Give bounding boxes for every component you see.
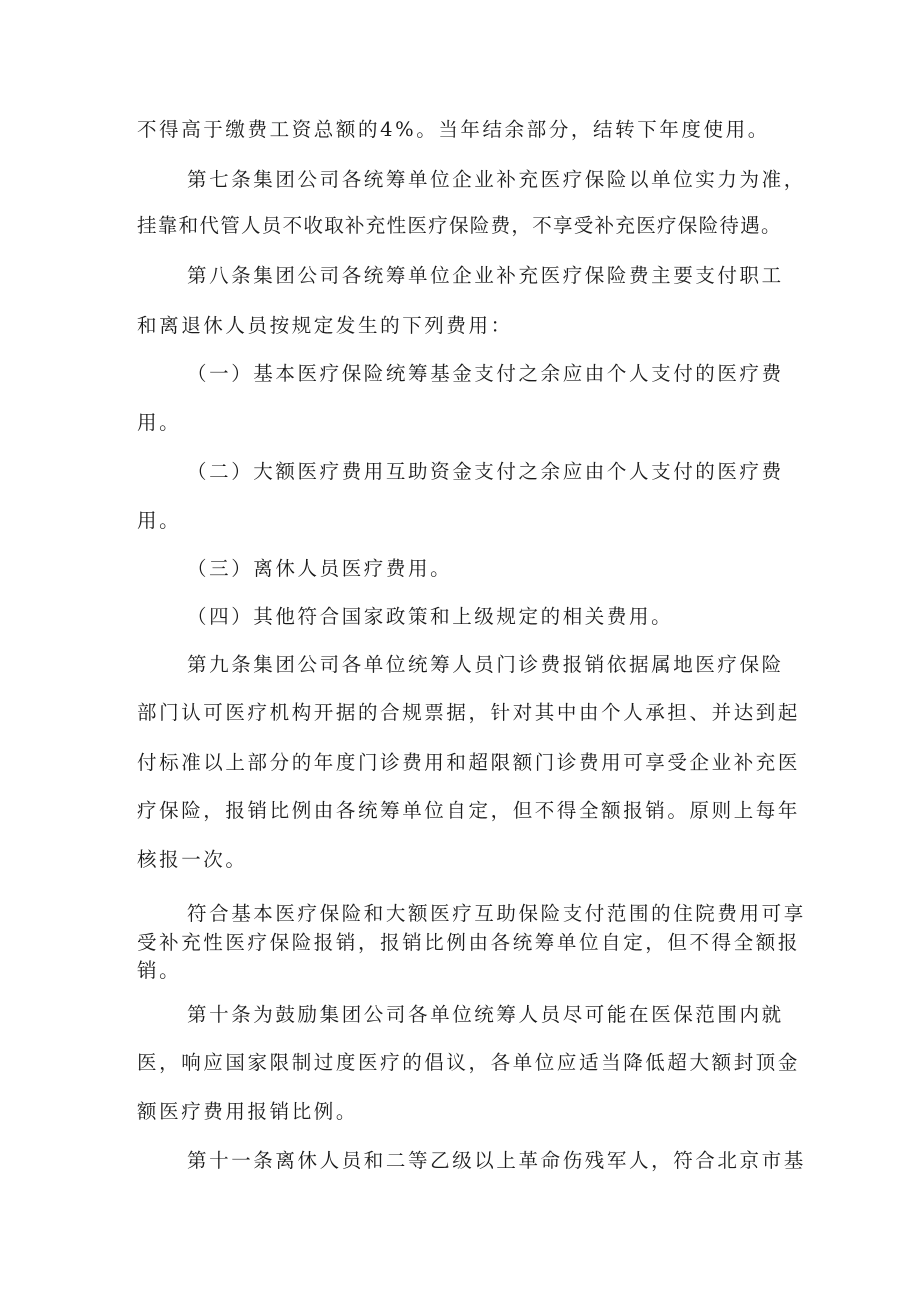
list-item-line: 用。 (137, 411, 182, 434)
paragraph-line: 付标准以上部分的年度门诊费用和超限额门诊费用可享受企业补充医 (137, 751, 801, 774)
paragraph-line: 医，响应国家限制过度医疗的倡议，各单位应适当降低超大额封顶金 (137, 1051, 801, 1074)
list-item-line: （四）其他符合国家政策和上级规定的相关费用。 (187, 605, 674, 628)
paragraph-line: 核报一次。 (137, 848, 248, 871)
paragraph-line: 销。 (137, 959, 182, 982)
paragraph-line: 第十条为鼓励集团公司各单位统筹人员尽可能在医保范围内就 (187, 1003, 784, 1026)
paragraph-line: 疗保险，报销比例由各统筹单位自定，但不得全额报销。原则上每年 (137, 799, 801, 822)
paragraph-line: 第十一条离休人员和二等乙级以上革命伤残军人，符合北京市基 (187, 1149, 806, 1172)
paragraph-line: 第八条集团公司各统筹单位企业补充医疗保险费主要支付职工 (187, 264, 784, 287)
list-item-line: （三）离休人员医疗费用。 (187, 557, 453, 580)
paragraph-line: 挂靠和代管人员不收取补充性医疗保险费，不享受补充医疗保险待遇。 (137, 214, 782, 237)
list-item-line: 用。 (137, 509, 182, 532)
paragraph-line: 和离退休人员按规定发生的下列费用： (137, 314, 513, 337)
list-item-line: （二）大额医疗费用互助资金支付之余应由个人支付的医疗费 (187, 460, 784, 483)
paragraph-line: 不得高于缴费工资总额的4%。当年结余部分，结转下年度使用。 (137, 118, 770, 141)
list-item-line: （一）基本医疗保险统筹基金支付之余应由个人支付的医疗费 (187, 362, 784, 385)
paragraph-line: 部门认可医疗机构开据的合规票据，针对其中由个人承担、并达到起 (137, 701, 801, 724)
paragraph-line: 符合基本医疗保险和大额医疗互助保险支付范围的住院费用可享 (187, 902, 806, 925)
paragraph-line: 第七条集团公司各统筹单位企业补充医疗保险以单位实力为准， (187, 168, 806, 191)
paragraph-line: 额医疗费用报销比例。 (137, 1100, 359, 1123)
paragraph-line: 第九条集团公司各单位统筹人员门诊费报销依据属地医疗保险 (187, 653, 784, 676)
paragraph-line: 受补充性医疗保险报销，报销比例由各统筹单位自定，但不得全额报 (137, 931, 801, 954)
